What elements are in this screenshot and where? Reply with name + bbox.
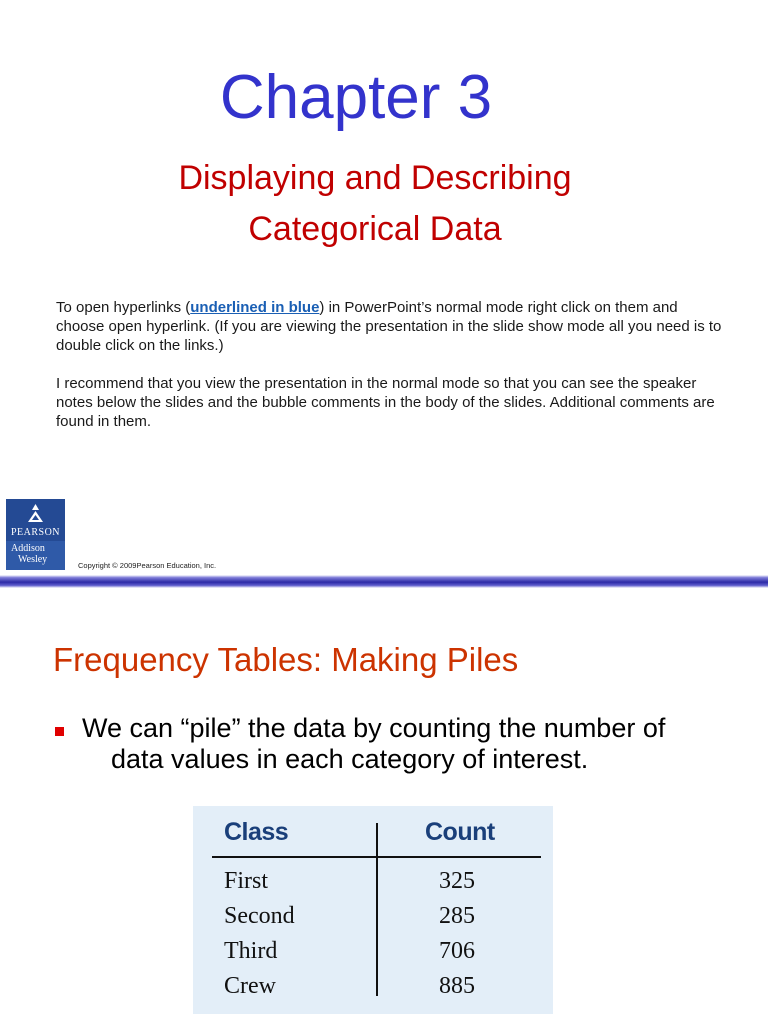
recommendation-text: I recommend that you view the presentation in the normal mode so that you can see the speaker notes below the slides and the bubble comments in the body of the slides. Additional comments are found in them. (56, 375, 715, 430)
bullet-marker (55, 727, 64, 736)
slide-subtitle-line2: Categorical Data (248, 210, 502, 248)
logo-imprint (11, 543, 63, 565)
pearson-tower-icon (25, 504, 46, 526)
logo-imprint-line2: Wesley (18, 554, 48, 565)
hyperlink-instructions (56, 298, 726, 355)
slide-separator (0, 575, 768, 588)
table-cell-count: 285 (439, 903, 475, 929)
table-cell-class: Third (224, 938, 278, 964)
logo-imprint-line1: Addison (11, 543, 45, 554)
bullet-text (82, 713, 762, 775)
column-header-class: Class (224, 818, 289, 846)
column-divider (376, 823, 378, 996)
pearson-logo (6, 499, 65, 570)
table-cell-count: 325 (439, 868, 475, 894)
instructions-text-start: To open hyperlinks ( (56, 299, 191, 316)
slide-subtitle-line1: Displaying and Describing (178, 159, 572, 197)
instructions-text-end: ) in PowerPoint’s normal mode right click on them and choose open hyperlink. (If you are viewing the presentation in the slide show mode all you need is to double click on the links.) (56, 299, 722, 354)
logo-brand: PEARSON (10, 527, 61, 538)
column-header-count: Count (425, 818, 495, 846)
slide-heading: Frequency Tables: Making Piles (53, 641, 519, 678)
copyright-notice: Copyright © 2009Pearson Education, Inc. (78, 561, 217, 570)
table-cell-class: First (224, 868, 269, 894)
table-cell-count: 885 (439, 973, 475, 999)
table-cell-count: 706 (439, 938, 475, 964)
underlined-link-example[interactable]: underlined in blue (190, 299, 320, 316)
table-cell-class: Second (224, 903, 295, 929)
slide-title: Chapter 3 (219, 63, 493, 132)
bullet-text-line2: data values in each category of interest. (111, 744, 589, 774)
bullet-text-line1: We can “pile” the data by counting the number of (82, 713, 666, 743)
table-cell-class: Crew (224, 973, 276, 999)
frequency-table (193, 806, 553, 1014)
